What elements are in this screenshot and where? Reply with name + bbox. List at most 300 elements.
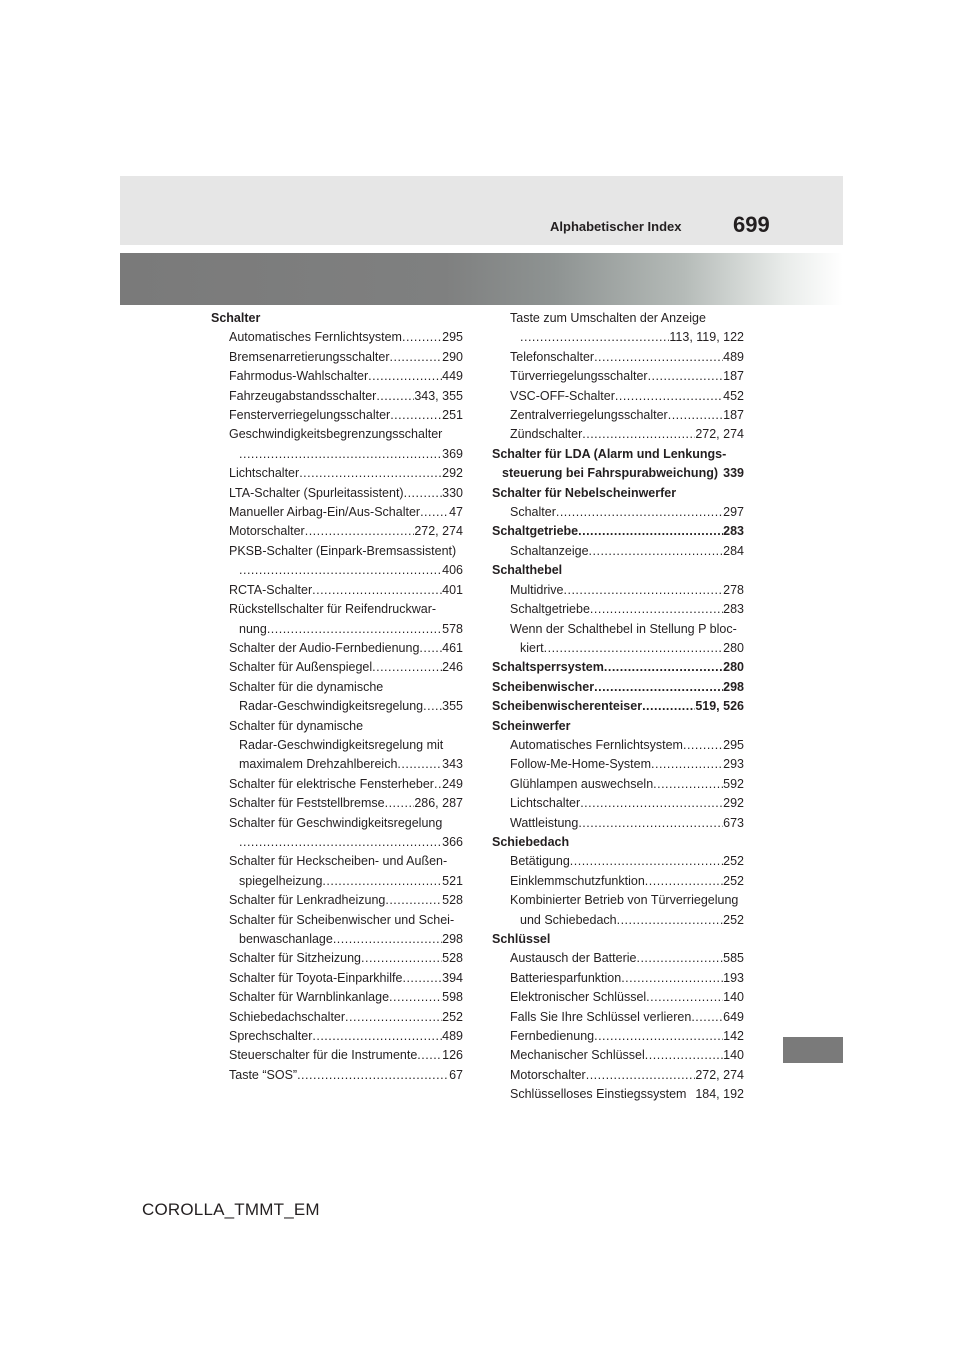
index-line <box>229 736 463 755</box>
page-reference[interactable]: 246 <box>442 660 463 675</box>
index-line <box>229 833 463 852</box>
index-entry <box>492 891 744 930</box>
index-entry <box>211 988 463 1007</box>
index-line <box>229 658 463 677</box>
page-reference[interactable]: 598 <box>442 990 463 1005</box>
page-reference[interactable]: 252 <box>723 854 744 869</box>
dot-leader <box>345 1008 442 1027</box>
index-entry <box>492 988 744 1007</box>
dot-leader <box>520 328 669 347</box>
entry-text: Steuerschalter für die Instrumente <box>229 1048 418 1063</box>
dot-leader <box>420 503 449 522</box>
entry-text: Fensterverriegelungsschalter <box>229 408 391 423</box>
page-reference[interactable]: 343 <box>442 757 463 772</box>
index-entry <box>492 1085 744 1104</box>
dot-leader <box>578 522 723 541</box>
dot-leader <box>589 542 724 561</box>
dot-leader <box>390 348 443 367</box>
entry-text: Türverriegelungsschalter <box>510 369 648 384</box>
page-reference[interactable]: 187 <box>723 408 744 423</box>
page-reference[interactable]: 67 <box>449 1067 463 1082</box>
page-reference[interactable]: 394 <box>442 970 463 985</box>
entry-text: Multidrive <box>510 582 564 597</box>
entry-text: Follow-Me-Home-System <box>510 757 651 772</box>
page-reference[interactable]: 649 <box>723 1009 744 1024</box>
dot-leader <box>556 503 723 522</box>
entry-text: Schalter für Heckscheiben- und Außen- <box>229 854 448 869</box>
page-reference[interactable]: 295 <box>442 330 463 345</box>
index-entry <box>211 367 463 386</box>
index-line <box>492 930 744 949</box>
entry-text: und Schiebedach <box>520 912 617 927</box>
entry-text: RCTA-Schalter <box>229 582 313 597</box>
entry-text: benwaschanlage <box>239 932 333 946</box>
index-entry <box>211 600 463 639</box>
page-reference[interactable]: 193 <box>723 970 744 985</box>
entry-text: Schalter für Geschwindigkeitsregelung <box>229 815 443 830</box>
index-entry <box>211 949 463 968</box>
page-reference[interactable]: 461 <box>442 640 463 655</box>
index-line <box>510 775 744 794</box>
index-line <box>229 930 463 949</box>
dot-leader <box>646 988 723 1007</box>
page-reference[interactable]: 252 <box>442 1009 463 1024</box>
dot-leader <box>385 891 442 910</box>
page-reference[interactable]: 252 <box>723 873 744 888</box>
page-reference[interactable]: 292 <box>442 466 463 481</box>
dot-leader <box>297 1066 449 1085</box>
index-entry <box>492 1027 744 1046</box>
index-line <box>229 1066 463 1085</box>
index-line <box>492 658 744 677</box>
index-line <box>510 911 744 930</box>
index-entry <box>492 425 744 444</box>
index-entry <box>492 814 744 833</box>
index-line <box>492 464 744 483</box>
index-entry <box>211 1027 463 1046</box>
entry-text: Geschwindigkeitsbegrenzungsschalter <box>229 427 443 442</box>
dot-leader <box>333 930 442 949</box>
page-reference[interactable]: 406 <box>442 563 463 578</box>
dot-leader <box>645 1046 723 1065</box>
index-heading <box>492 522 744 541</box>
page-reference[interactable]: 283 <box>723 602 744 617</box>
entry-text: Mechanischer Schlüssel <box>510 1048 645 1063</box>
page-reference[interactable]: 284 <box>723 543 744 558</box>
page-reference[interactable]: 249 <box>442 776 463 791</box>
dot-leader <box>570 852 723 871</box>
index-line <box>229 678 463 697</box>
index-entry <box>492 348 744 367</box>
page-reference[interactable]: 272, 274 <box>414 524 463 539</box>
index-entry <box>211 503 463 522</box>
dot-leader <box>376 387 414 406</box>
index-entry <box>211 387 463 406</box>
entry-text: Automatisches Fernlichtsystem <box>229 330 402 345</box>
page-reference[interactable]: 47 <box>449 505 463 520</box>
index-line <box>229 406 463 425</box>
page-reference[interactable]: 330 <box>442 485 463 500</box>
index-line <box>229 852 463 871</box>
index-line <box>229 522 463 541</box>
index-entry <box>492 600 744 619</box>
index-heading <box>492 678 744 697</box>
page-reference[interactable]: 292 <box>723 796 744 811</box>
page-reference[interactable]: 272, 274 <box>695 1067 744 1082</box>
index-line <box>229 445 463 464</box>
dot-leader <box>594 1027 723 1046</box>
entry-text: Wattleistung <box>510 815 579 830</box>
index-line <box>510 988 744 1007</box>
entry-text: Schalter <box>211 311 261 325</box>
page-reference[interactable]: 295 <box>723 737 744 752</box>
entry-text: Schalter der Audio-Fernbedienung <box>229 640 420 655</box>
index-heading <box>492 833 744 852</box>
page-reference[interactable]: 528 <box>442 893 463 908</box>
entry-text: Einklemmschutzfunktion <box>510 873 645 888</box>
index-line <box>229 1046 463 1065</box>
dot-leader <box>668 406 723 425</box>
index-line <box>229 367 463 386</box>
index-entry <box>492 367 744 386</box>
entry-text: Schaltgetriebe <box>492 524 579 539</box>
page-reference[interactable]: 184, 192 <box>695 1087 744 1102</box>
index-line <box>229 697 463 716</box>
index-line <box>492 484 744 503</box>
index-entry <box>492 852 744 871</box>
entry-text: steuerung bei Fahrspurabweichung) <box>502 466 718 481</box>
page-reference[interactable]: 126 <box>442 1048 463 1063</box>
index-entry <box>211 1008 463 1027</box>
entry-text: nung <box>239 621 267 636</box>
index-line <box>211 309 463 328</box>
index-line <box>510 969 744 988</box>
page-reference[interactable]: 339 <box>723 466 744 481</box>
entry-text: Schalter für elektrische Fensterheber <box>229 776 434 791</box>
index-line <box>229 755 463 774</box>
document-code: COROLLA_TMMT_EM <box>142 1200 320 1219</box>
page-reference[interactable]: 280 <box>723 640 744 655</box>
dot-leader <box>312 1027 442 1046</box>
index-line <box>229 581 463 600</box>
index-line <box>229 969 463 988</box>
index-entry <box>211 794 463 813</box>
entry-text: Falls Sie Ihre Schlüssel verlieren <box>510 1009 692 1024</box>
page-reference[interactable]: 278 <box>723 582 744 597</box>
dot-leader <box>648 367 724 386</box>
index-entry <box>211 911 463 950</box>
dot-leader <box>239 445 442 464</box>
index-entry <box>492 969 744 988</box>
entry-text: Wenn der Schalthebel in Stellung P bloc- <box>510 621 737 636</box>
page-reference[interactable]: 187 <box>723 369 744 384</box>
entry-text: Fahrzeugabstandsschalter <box>229 388 377 403</box>
page-reference[interactable]: 452 <box>723 388 744 403</box>
index-line <box>229 348 463 367</box>
entry-text: Scheibenwischer <box>492 679 595 694</box>
page-reference[interactable]: 519, 526 <box>695 699 744 714</box>
index-entry <box>492 1066 744 1085</box>
dot-leader <box>582 425 695 444</box>
page-reference[interactable]: 298 <box>442 932 463 946</box>
index-line <box>492 561 744 580</box>
index-line <box>510 852 744 871</box>
entry-text: Schalter <box>510 505 556 520</box>
index-line <box>510 542 744 561</box>
dot-leader <box>372 658 442 677</box>
dot-leader <box>651 755 723 774</box>
index-line <box>510 581 744 600</box>
index-line <box>510 1008 744 1027</box>
index-entry <box>211 425 463 464</box>
thumb-index-tab <box>783 1037 843 1063</box>
dot-leader <box>615 387 723 406</box>
page-reference[interactable]: 673 <box>723 815 744 830</box>
index-entry <box>492 775 744 794</box>
page-reference[interactable]: 578 <box>442 621 463 636</box>
dot-leader <box>691 1008 723 1027</box>
index-entry <box>492 794 744 813</box>
dot-leader <box>580 794 723 813</box>
dot-leader <box>423 697 442 716</box>
index-entry <box>211 969 463 988</box>
entry-text: Schiebedach <box>492 834 570 849</box>
index-line <box>229 328 463 347</box>
index-entry <box>211 891 463 910</box>
entry-text: Automatisches Fernlichtsystem <box>510 737 683 752</box>
page-reference[interactable]: 521 <box>442 873 463 888</box>
index-line <box>510 620 744 639</box>
index-line <box>510 348 744 367</box>
dot-leader <box>239 833 442 852</box>
entry-text: Glühlampen auswechseln <box>510 776 654 791</box>
dot-leader <box>636 949 723 968</box>
page-reference[interactable]: 272, 274 <box>695 427 744 442</box>
index-entry <box>492 542 744 561</box>
page-reference[interactable]: 286, 287 <box>414 796 463 811</box>
index-entry <box>211 639 463 658</box>
entry-text: Schaltsperrsystem <box>492 660 604 675</box>
entry-text: Lichtschalter <box>229 466 300 481</box>
page-reference[interactable]: 401 <box>442 582 463 597</box>
entry-text: Schalter für die dynamische <box>229 679 384 694</box>
entry-text: Schalter für LDA (Alarm und Lenkungs- <box>492 446 727 461</box>
entry-text: Batteriesparfunktion <box>510 970 622 985</box>
index-line <box>229 464 463 483</box>
index-line <box>229 872 463 891</box>
page-reference[interactable]: 343, 355 <box>414 388 463 403</box>
index-line <box>492 445 744 464</box>
index-entry <box>211 542 463 581</box>
entry-text: Schalter für Feststellbremse <box>229 796 385 811</box>
index-entry <box>492 503 744 522</box>
index-entry <box>211 775 463 794</box>
entry-text: Kombinierter Betrieb von Türverriegelung <box>510 893 739 908</box>
entry-text: Austausch der Batterie <box>510 951 637 966</box>
index-line <box>229 949 463 968</box>
index-line <box>510 503 744 522</box>
page-reference[interactable]: 251 <box>442 408 463 423</box>
entry-text: Schiebedachschalter <box>229 1009 346 1024</box>
page-reference[interactable]: 449 <box>442 369 463 384</box>
entry-text: Bremsenarretierungsschalter <box>229 349 390 364</box>
dot-leader <box>368 367 442 386</box>
dot-leader <box>586 1066 696 1085</box>
entry-text: Zündschalter <box>510 427 583 442</box>
entry-text: Schlüsselloses Einstiegssystem <box>510 1087 687 1102</box>
dot-leader <box>604 658 723 677</box>
index-line <box>229 775 463 794</box>
entry-text: Schaltgetriebe <box>510 602 590 617</box>
index-entry <box>211 678 463 717</box>
entry-text: Scheibenwischerenteiser <box>492 699 643 714</box>
index-line <box>510 794 744 813</box>
page-reference[interactable]: 297 <box>723 505 744 520</box>
index-entry <box>492 620 744 659</box>
page-reference[interactable]: 283 <box>723 524 744 539</box>
entry-text: Manueller Airbag-Ein/Aus-Schalter <box>229 505 421 520</box>
index-entry <box>211 814 463 853</box>
index-entry <box>211 464 463 483</box>
index-line <box>510 814 744 833</box>
entry-text: LTA-Schalter (Spurleitassistent) <box>229 485 404 500</box>
index-entry <box>492 736 744 755</box>
index-column-right <box>492 309 744 1105</box>
dot-leader <box>267 620 442 639</box>
entry-text: Taste “SOS” <box>229 1067 298 1082</box>
entry-text: Radar-Geschwindigkeitsregelung mit <box>239 737 444 752</box>
page-reference[interactable]: 140 <box>723 1048 744 1063</box>
page-reference[interactable]: 585 <box>723 951 744 966</box>
page-reference[interactable]: 369 <box>442 446 463 461</box>
page-reference[interactable]: 592 <box>723 776 744 791</box>
entry-text: Motorschalter <box>229 524 305 539</box>
entry-text: PKSB-Schalter (Einpark-Bremsassistent) <box>229 543 457 558</box>
page-reference[interactable]: 489 <box>723 349 744 364</box>
entry-text: Schlüssel <box>492 932 551 946</box>
entry-text: Taste zum Umschalten der Anzeige <box>510 311 706 325</box>
page-reference[interactable]: 290 <box>442 349 463 364</box>
dot-leader <box>564 581 724 600</box>
page-reference[interactable]: 355 <box>442 699 463 714</box>
page-reference[interactable]: 280 <box>723 660 744 675</box>
index-line <box>510 1085 744 1104</box>
index-line <box>229 911 463 930</box>
index-entry <box>211 484 463 503</box>
index-entry <box>211 1066 463 1085</box>
dot-leader <box>417 1046 442 1065</box>
entry-text: Schalter für Außenspiegel <box>229 660 373 675</box>
index-line <box>229 387 463 406</box>
entry-text: Fahrmodus-Wahlschalter <box>229 369 369 384</box>
index-entry <box>492 581 744 600</box>
index-entry <box>211 348 463 367</box>
index-line <box>510 328 744 347</box>
index-heading <box>492 658 744 677</box>
index-column-left <box>211 309 463 1085</box>
index-line <box>229 814 463 833</box>
page-reference[interactable]: 113, 119, 122 <box>669 330 744 345</box>
dot-leader <box>322 872 442 891</box>
index-line <box>492 697 744 716</box>
dot-leader <box>419 639 442 658</box>
index-line <box>229 891 463 910</box>
index-entry <box>211 717 463 775</box>
index-line <box>510 425 744 444</box>
dot-leader <box>617 911 724 930</box>
entry-text: Radar-Geschwindigkeitsregelung <box>239 699 424 714</box>
page-reference[interactable]: 293 <box>723 757 744 772</box>
index-line <box>492 833 744 852</box>
dot-leader <box>642 697 695 716</box>
dot-leader <box>590 600 723 619</box>
dot-leader <box>361 949 442 968</box>
index-line <box>492 522 744 541</box>
index-line <box>229 600 463 619</box>
entry-text: maximalem Drehzahlbereich <box>239 757 398 772</box>
dot-leader <box>390 406 442 425</box>
dot-leader <box>594 678 723 697</box>
dot-leader <box>299 464 442 483</box>
index-heading <box>492 930 744 949</box>
entry-text: Sprechschalter <box>229 1029 313 1044</box>
entry-text: Schaltanzeige <box>510 543 589 558</box>
index-entry <box>211 581 463 600</box>
dot-leader <box>434 775 442 794</box>
index-entry <box>492 309 744 348</box>
index-line <box>510 1027 744 1046</box>
index-line <box>492 678 744 697</box>
index-line <box>229 988 463 1007</box>
header-gradient-bar <box>120 253 843 305</box>
dot-leader <box>621 969 723 988</box>
entry-text: Elektronischer Schlüssel <box>510 990 647 1005</box>
page-reference[interactable]: 489 <box>442 1029 463 1044</box>
entry-text: Lichtschalter <box>510 796 581 811</box>
index-entry <box>492 949 744 968</box>
page-reference[interactable]: 298 <box>723 679 744 694</box>
section-title: Alphabetischer Index <box>550 219 682 234</box>
index-entry <box>211 328 463 347</box>
entry-text: Schalthebel <box>492 563 563 578</box>
index-line <box>510 755 744 774</box>
index-line <box>229 717 463 736</box>
index-entry <box>492 406 744 425</box>
entry-text: spiegelheizung <box>239 873 323 888</box>
page-reference[interactable]: 366 <box>442 834 463 849</box>
dot-leader <box>312 581 442 600</box>
dot-leader <box>397 755 442 774</box>
dot-leader <box>683 736 723 755</box>
dot-leader <box>645 872 723 891</box>
page-reference[interactable]: 140 <box>723 990 744 1005</box>
page-reference[interactable]: 528 <box>442 951 463 966</box>
dot-leader <box>305 522 415 541</box>
entry-text: Scheinwerfer <box>492 718 571 733</box>
index-line <box>510 367 744 386</box>
index-entry <box>211 658 463 677</box>
index-entry <box>492 387 744 406</box>
entry-text: Schalter für Sitzheizung <box>229 951 362 966</box>
page-reference[interactable]: 142 <box>723 1029 744 1044</box>
page-reference[interactable]: 252 <box>723 912 744 927</box>
entry-text: Motorschalter <box>510 1067 586 1082</box>
index-line <box>510 1066 744 1085</box>
dot-leader <box>402 328 442 347</box>
dot-leader <box>544 639 724 658</box>
index-line <box>510 387 744 406</box>
entry-text: Schalter für Scheibenwischer und Schei- <box>229 912 455 927</box>
